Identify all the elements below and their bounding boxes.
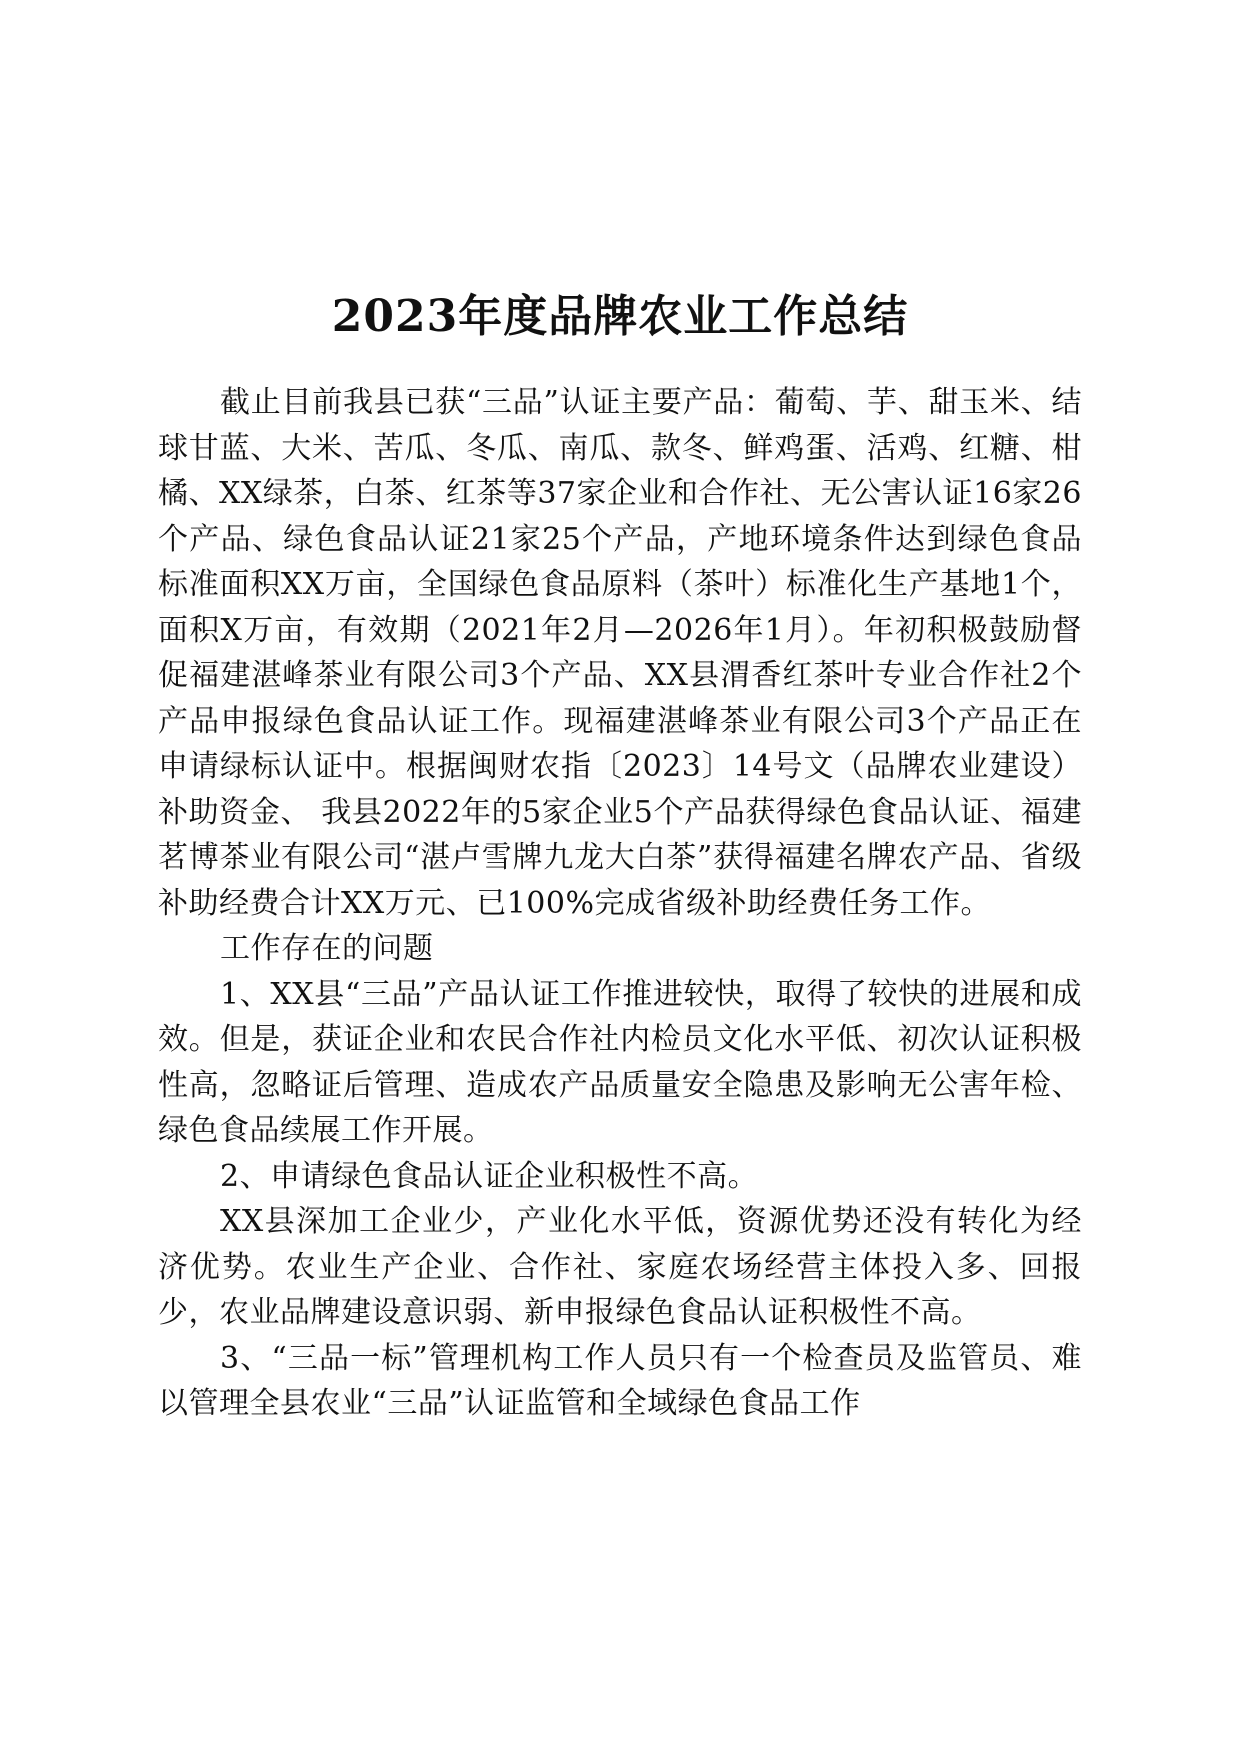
paragraph-certification-summary: 截止目前我县已获“三品”认证主要产品：葡萄、芋、甜玉米、结球甘蓝、大米、苦瓜、冬瓜、南瓜、款冬、鲜鸡蛋、活鸡、红糖、柑橘、XX绿茶，白茶、红茶等37家企业和合作社、无公害认证16家26个产品、绿色食品认证21家25个产品，产地环境条件达到绿色食品标准面积XX万亩，全国绿色食品原料（茶叶）标准化生产基地1个，面积X万亩，有效期（2021年2月—2026年1月）。年初积极鼓励督促福建湛峰茶业有限公司3个产品、XX县渭香红茶叶专业合作社2个产品申报绿色食品认证工作。现福建湛峰茶业有限公司3个产品正在申请绿标认证中。根据闽财农指〔2023〕14号文（品牌农业建设）补助资金、 我县2022年的5家企业5个产品获得绿色食品认证、福建茗博茶业有限公司“湛卢雪牌九龙大白茶”获得福建名牌农产品、省级补助经费合计XX万元、已100%完成省级补助经费任务工作。 xyxy=(158,385,1082,921)
section-heading-problems: 工作存在的问题 xyxy=(220,931,434,966)
paragraph-problem-3: 3、“三品一标”管理机构工作人员只有一个检查员及监管员、难以管理全县农业“三品”认证监管和全域绿色食品工作 xyxy=(158,1340,1082,1421)
paragraph-problem-2-detail: XX县深加工企业少，产业化水平低，资源优势还没有转化为经济优势。农业生产企业、合作社、家庭农场经营主体投入多、回报少，农业品牌建设意识弱、新申报绿色食品认证积极性不高。 xyxy=(158,1204,1082,1330)
document-title: 2023年度品牌农业工作总结 xyxy=(331,291,909,343)
paragraph-problem-1: 1、XX县“三品”产品认证工作推进较快，取得了较快的进展和成效。但是，获证企业和农民合作社内检员文化水平低、初次认证积极性高，忽略证后管理、造成农产品质量安全隐患及影响无公害年检、绿色食品续展工作开展。 xyxy=(158,976,1082,1148)
paragraph-problem-2: 2、申请绿色食品认证企业积极性不高。 xyxy=(220,1158,759,1194)
document-body xyxy=(158,380,1082,1427)
